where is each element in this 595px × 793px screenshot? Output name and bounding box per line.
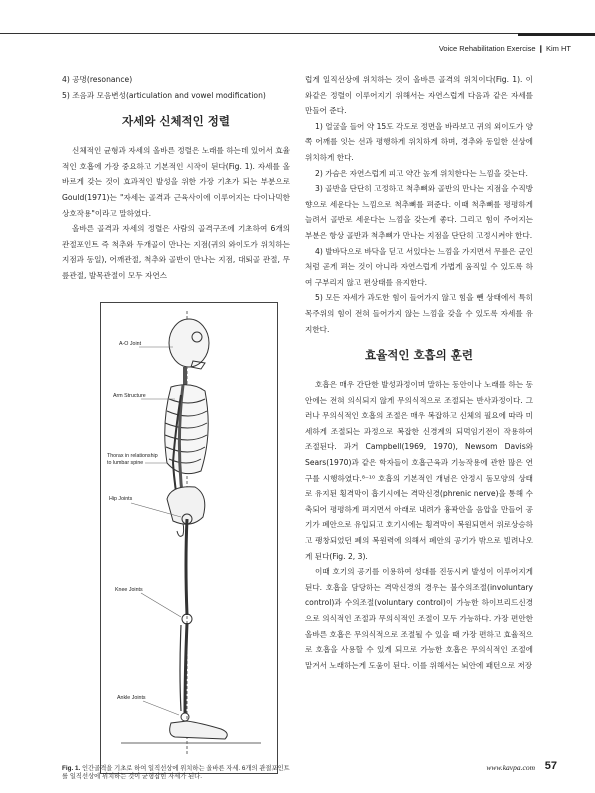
- list-item: 4) 공명(resonance): [62, 75, 133, 84]
- paragraph: 2) 가슴은 자연스럽게 피고 약간 높게 위치한다는 느낌을 갖는다.: [315, 168, 528, 178]
- skeleton-illustration: [101, 303, 277, 763]
- section-title-breathing: 효율적인 호흡의 훈련: [365, 348, 473, 363]
- paragraph: 올바른 골격과 자세의 정렬은 사람의 골격구조에 기초하여 6개의 관절포인트 즉 척추와 두개골이 만나는 지점(귀의 와이도가 위치하는 지점과 동일), 어깨관절, 척추와 골반이 만나는 지점, 대퇴골 관절, 무릎관절, 발목관절이 모두 자연스: [62, 224, 290, 280]
- figure-caption: [62, 765, 292, 781]
- label-arm-structure: Arm Structure: [113, 393, 146, 399]
- paragraph: 이때 호기의 공기를 이용하여 성대를 진동시켜 발성이 이루어지게 된다. 호흡을 담당하는 격막신경의 경우는 불수의조절(involuntary control)과 수의조절(voluntary control)이 가능한 하이브리드신경으로 의식적인 조절과 무의식적인 조절이 모두 가능하다. 가장 편안한 올바른 호흡은 무의식적으로 조절될 수 있을 때 가장 편하고 효율적으로 호흡을 사용할 수 있게 되므로 가능한 호흡은 무의식적인 조절에 맡겨서 노래하는게 도움이 된다. 이를 위해서는 뇌안에 패턴으로 저장: [305, 567, 533, 670]
- header-rule: [0, 33, 518, 34]
- caption-label: Fig. 1.: [62, 765, 81, 772]
- list-item: 5) 조음과 모음변성(articulation and vowel modification): [62, 90, 266, 100]
- paragraph: 호흡은 매우 간단한 발성과정이며 말하는 동안이나 노래를 하는 동안에는 전혀 의식되지 않게 무의식적으로 조절되는 반사과정이다. 그러나 무의식적인 호흡의 조절은 매우 복잡하고 신체의 필요에 따라 미세하게 조절되는 과정으로 복잡한 신경계의 되먹임기전이 작용하여 조절된다. 과거 Campbell(1969, 1970), Newsom Davis와 Sears(1970)과 같은 학자들이 호흡근육과 기능작용에 관한 많은 연구를 시행하였다.⁸⁻¹⁰ 호흡의 기본적인 개념은 안정시 돔모양의 상태로 유지된 횡격막이 흡기시에는 격막신경(phrenic nerve)을 통해 수축되어 평평하게 펴지면서 아래로 내려가 흉곽안을 음압을 만들어 공기가 폐안으로 유입되고 호기시에는 횡격막이 복원되면서 위로상승하고 팽창되었던 폐의 복원력에 의해서 폐안의 공기가 밖으로 빌려나오게 된다(Fig. 2, 3).: [305, 380, 533, 561]
- paragraph: 5) 모든 자세가 과도한 힘이 들어가지 않고 힘을 뺀 상태에서 특히 목주위의 힘이 전혀 들어가지 않는 느낌을 갖을 수 있도록 자세를 유지한다.: [305, 293, 533, 334]
- page-number: 57: [544, 760, 557, 772]
- footer-url: www.kavpa.com: [486, 763, 535, 772]
- figure-skeleton: [100, 302, 278, 774]
- header-accent-bar: [518, 33, 595, 36]
- section-title-posture: 자세와 신체적인 정렬: [122, 114, 230, 129]
- left-column: [62, 72, 290, 284]
- paragraph: 1) 얼굴을 들어 약 15도 각도로 정면을 바라보고 귀의 외이도가 양쪽 어깨를 잇는 선과 평행하게 위치하게 하며, 경추와 동일한 선상에 위치하게 한다.: [305, 121, 533, 162]
- caption-text: 인간골격을 기초로 하여 일직선상에 위치하는 올바른 자세. 6개의 관절포인트를 일직선상에 위치하는 것이 균형잡힌 자세가 된다.: [62, 765, 290, 780]
- label-ankle-joints: Ankle Joints: [117, 695, 146, 701]
- label-knee-joints: Knee Joints: [115, 587, 143, 593]
- label-thorax-2: to lumbar spine: [107, 460, 144, 466]
- label-thorax-1: Thorax in relationship: [107, 453, 158, 459]
- running-head: Voice Rehabilitation Exercise ❙ Kim HT: [438, 44, 571, 53]
- paragraph: 럽게 일직선상에 위치하는 것이 올바른 골격의 위치이다(Fig. 1). 이와같은 정렬이 이루어지기 위해서는 자연스럽게 다음과 같은 자세를 만들어 준다.: [305, 75, 533, 116]
- paragraph: 신체적인 균형과 자세의 올바른 정렬은 노래를 하는데 있어서 효율적인 호흡에 가장 중요하고 기본적인 시작이 된다(Fig. 1). 자세를 올바르게 갖는 것이 효과적인 발성을 위한 가장 기초가 되는 부분으로 Gould(1971)는 "자세는 골격과 근육사이에 이루어지는 다이나믹한 상호작용"이라고 말하였다.: [62, 146, 290, 218]
- label-hip-joints: Hip Joints: [109, 496, 133, 502]
- paragraph: 4) 발바닥으로 바닥을 딛고 서있다는 느낌을 가지면서 무릎은 군인처럼 곧게 펴는 것이 아니라 자연스럽게 가볍게 움직일 수 있도록 하여 구부리지 않고 편상태를 유지한다.: [305, 246, 533, 287]
- paragraph: 3) 골반을 단단히 고정하고 척추뼈와 골반의 만나는 지점을 수직방향으로 세운다는 느낌으로 척추뼈를 펴준다. 이때 척추뼈를 평평하게 늘려서 골반로 세운다는 느낌을 갖는게 좋다. 그리고 힘이 주어지는 부분은 항상 골반과 척추뼈가 만나는 지점을 단단히 고정시켜야 한다.: [305, 184, 533, 240]
- label-ao-joint: A-O Joint: [119, 341, 142, 347]
- right-column: [305, 72, 533, 673]
